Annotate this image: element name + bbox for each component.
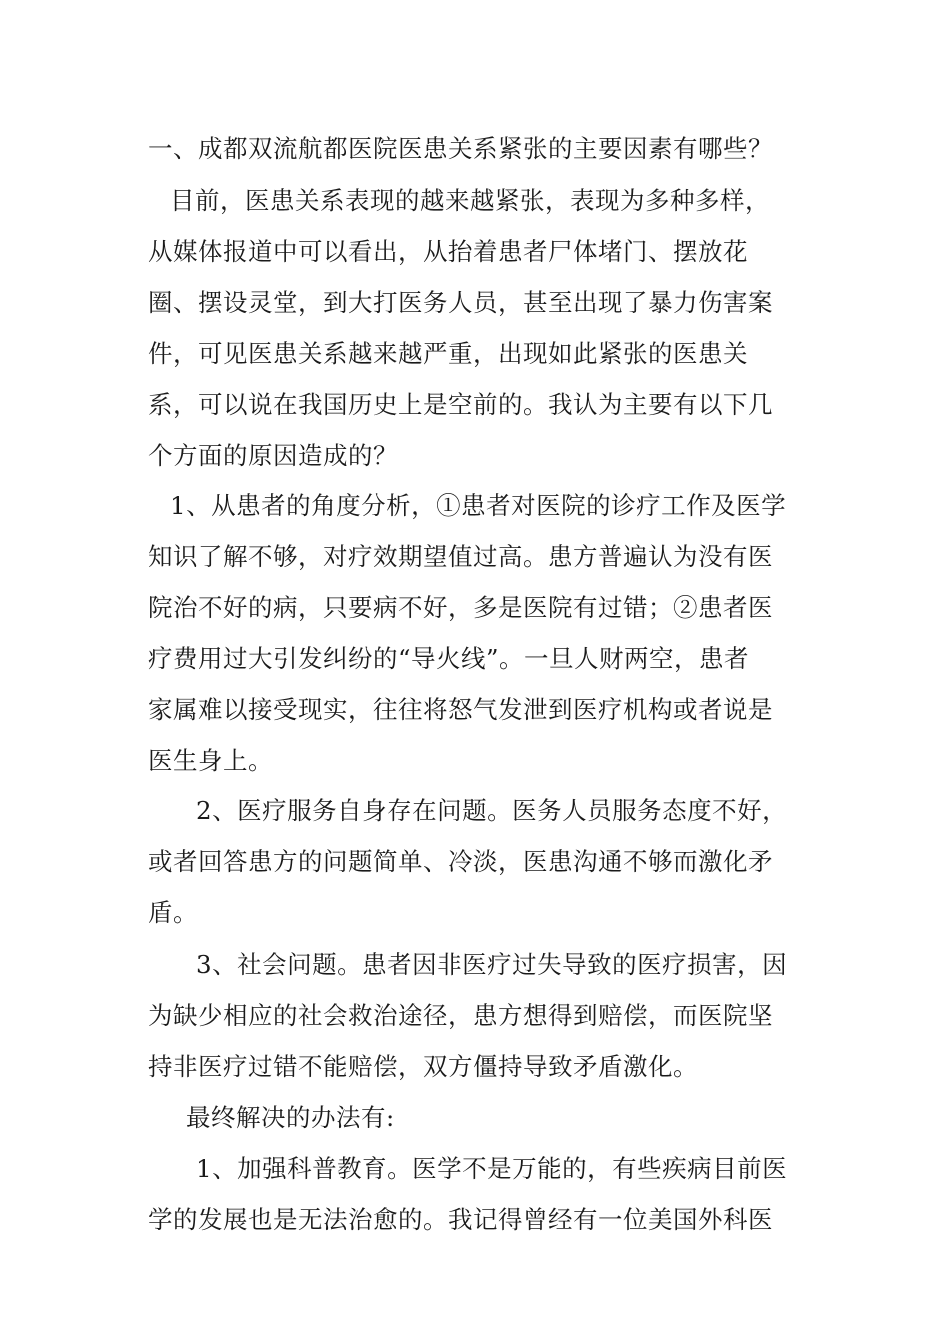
- reason1-line-2: 知识了解不够，对疗效期望值过高。患方普遍认为没有医: [148, 542, 773, 571]
- reason1-line-1: 1、从患者的角度分析，①患者对医院的诊疗工作及医学: [170, 491, 787, 520]
- intro-line-2: 从媒体报道中可以看出，从抬着患者尸体堵门、摆放花: [148, 237, 748, 266]
- solution1-line-2: 学的发展也是无法治愈的。我记得曾经有一位美国外科医: [148, 1205, 773, 1234]
- document-heading: 一、成都双流航都医院医患关系紧张的主要因素有哪些？: [148, 134, 773, 163]
- reason1-line-3: 院治不好的病，只要病不好，多是医院有过错；②患者医: [148, 593, 773, 622]
- solution1-line-1: 1、加强科普教育。医学不是万能的，有些疾病目前医: [196, 1154, 788, 1183]
- intro-line-4: 件，可见医患关系越来越严重，出现如此紧张的医患关: [148, 339, 748, 368]
- reason1-line-6: 医生身上。: [148, 746, 273, 775]
- intro-line-1: 目前，医患关系表现的越来越紧张，表现为多种多样，: [170, 186, 770, 215]
- intro-line-5: 系，可以说在我国历史上是空前的。我认为主要有以下几: [148, 390, 773, 419]
- intro-line-6: 个方面的原因造成的？: [148, 441, 398, 470]
- reason3-line-2: 为缺少相应的社会救治途径，患方想得到赔偿，而医院坚: [148, 1001, 773, 1030]
- intro-line-3: 圈、摆设灵堂，到大打医务人员，甚至出现了暴力伤害案: [148, 288, 773, 317]
- reason2-line-1: 2、医疗服务自身存在问题。医务人员服务态度不好，: [196, 796, 788, 825]
- reason1-line-4: 疗费用过大引发纠纷的“导火线”。一旦人财两空，患者: [148, 644, 750, 673]
- solution-heading: 最终解决的办法有:: [186, 1103, 395, 1132]
- reason1-line-5: 家属难以接受现实，往往将怒气发泄到医疗机构或者说是: [148, 695, 773, 724]
- reason3-line-3: 持非医疗过错不能赔偿，双方僵持导致矛盾激化。: [148, 1052, 698, 1081]
- reason2-line-2: 或者回答患方的问题简单、冷淡，医患沟通不够而激化矛: [148, 847, 773, 876]
- reason2-line-3: 盾。: [148, 898, 198, 927]
- reason3-line-1: 3、社会问题。患者因非医疗过失导致的医疗损害，因: [196, 950, 788, 979]
